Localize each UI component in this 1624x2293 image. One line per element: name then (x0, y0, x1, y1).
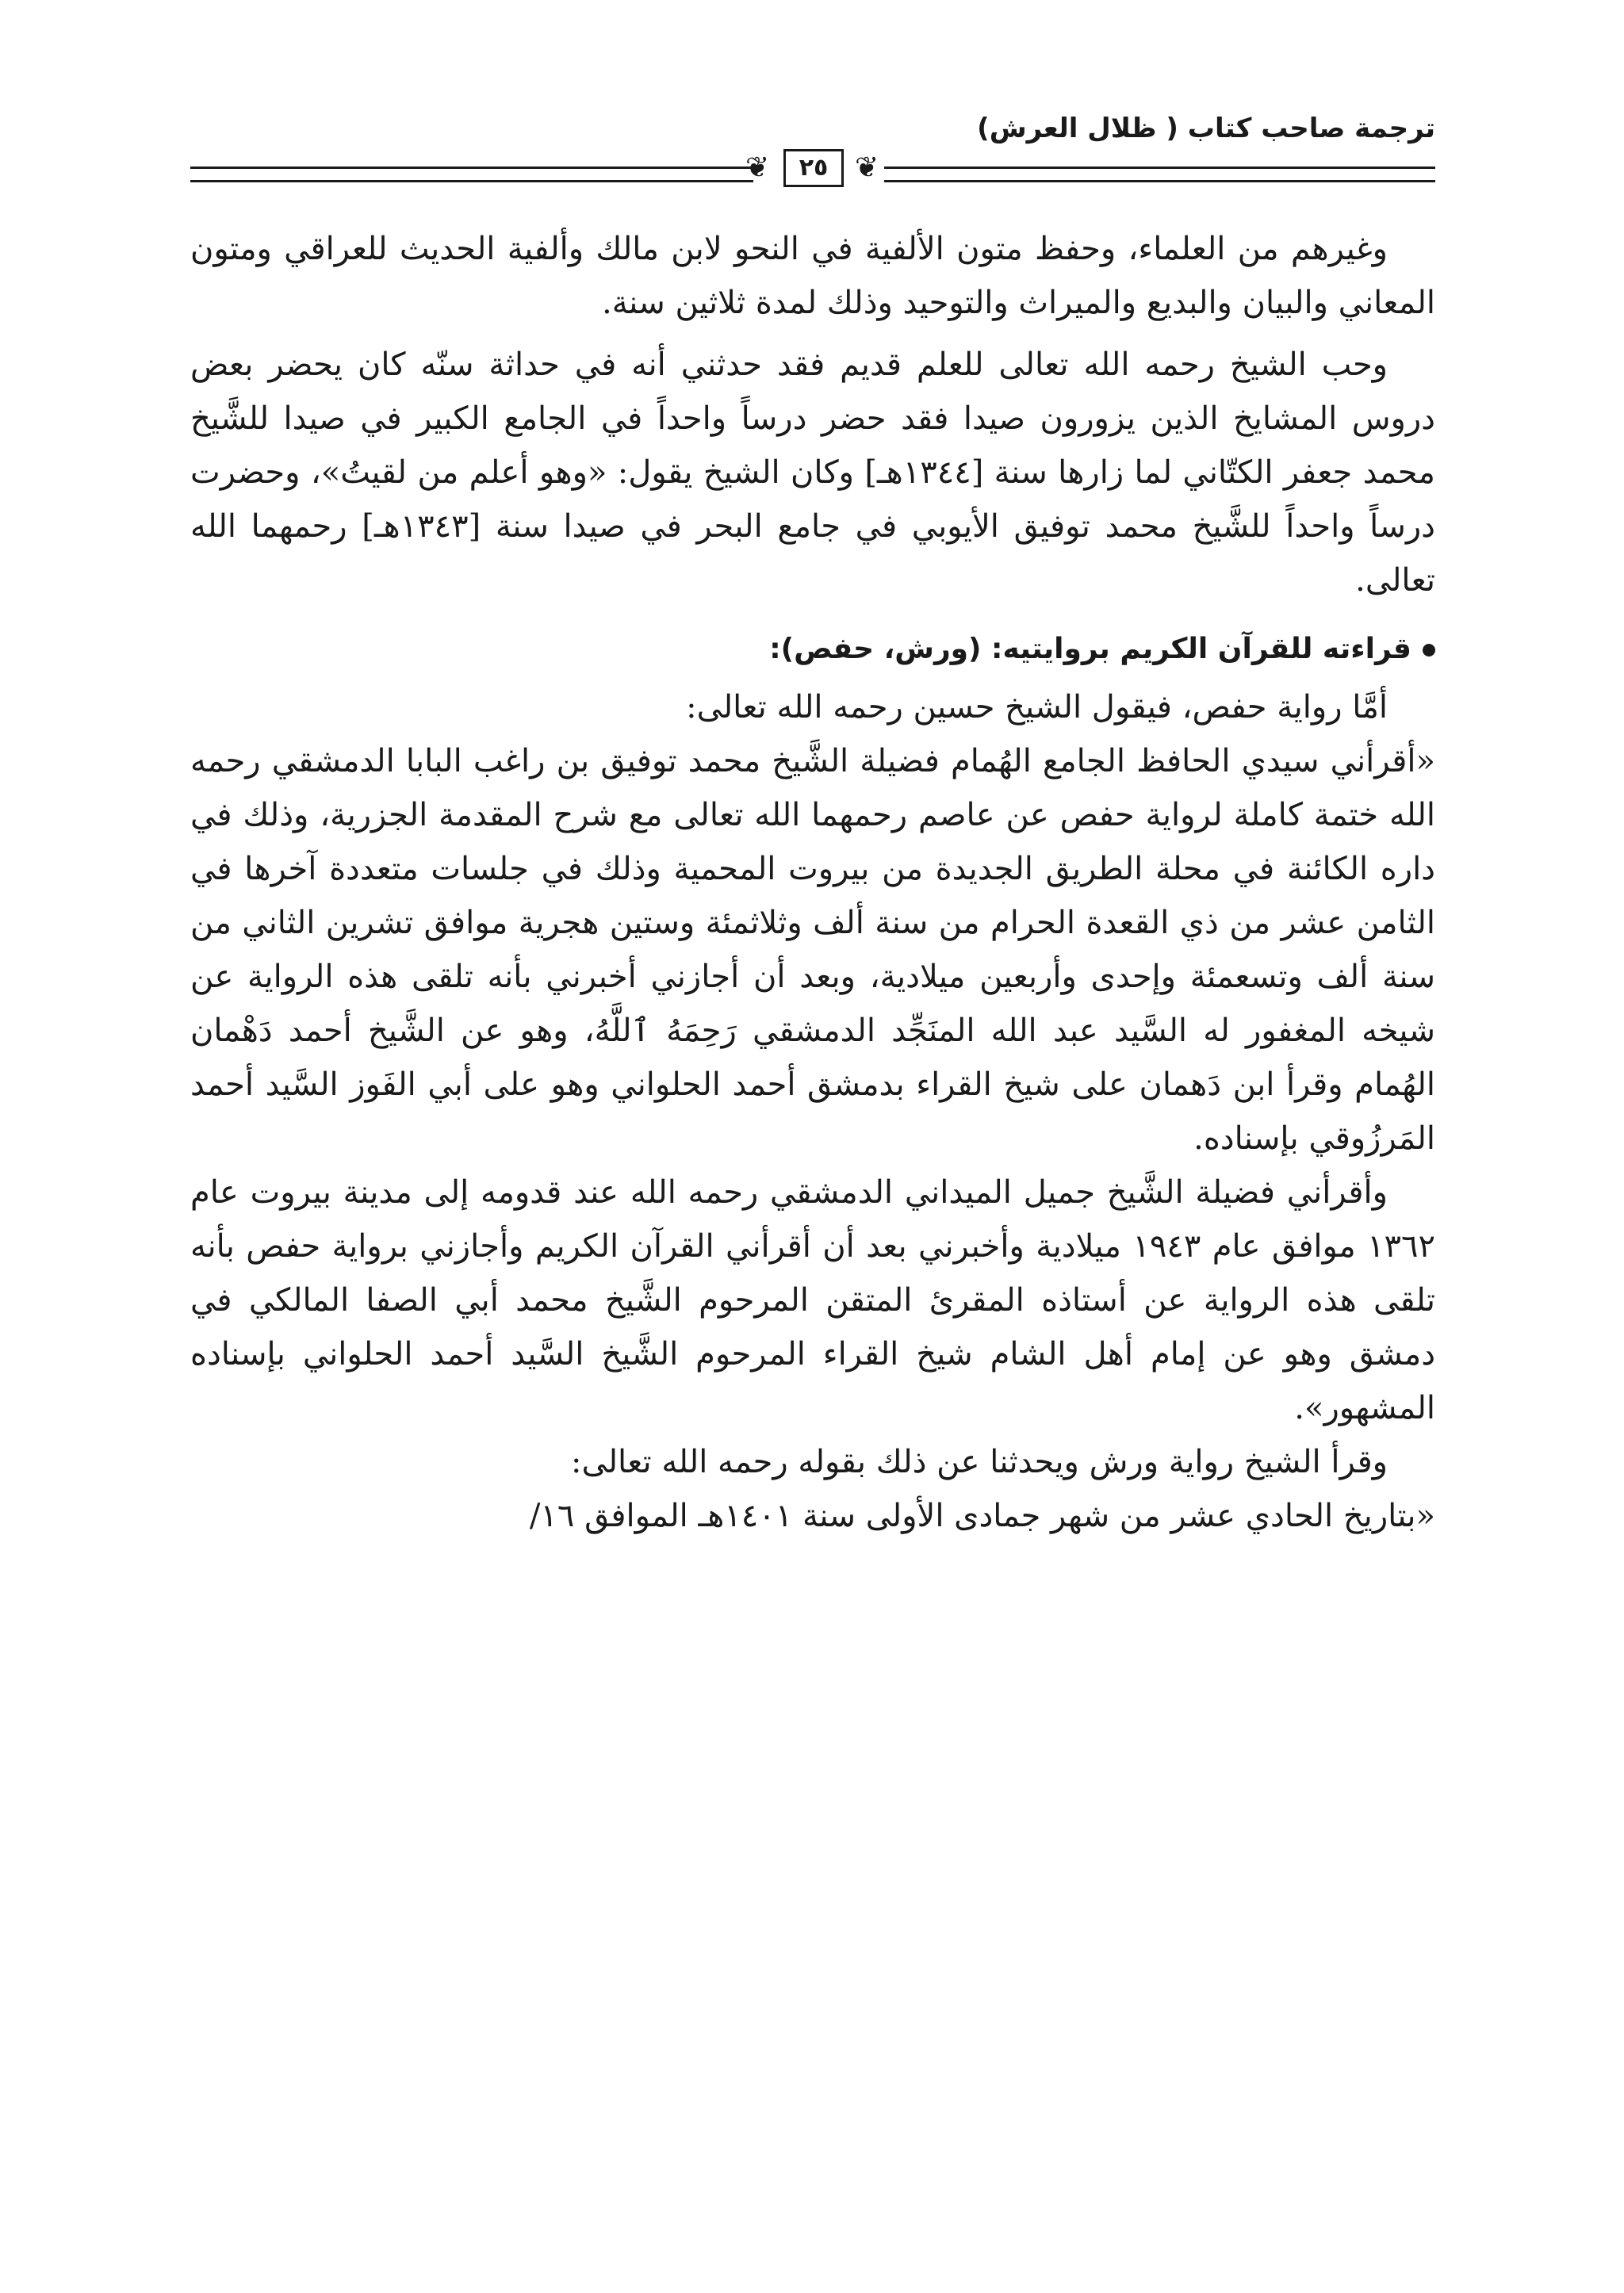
paragraph: وغيرهم من العلماء، وحفظ متون الألفية في النحو لابن مالك وألفية الحديث للعراقي ومتون المعاني والبيان والبديع والميراث والتوحيد وذلك لمدة ثلاثين سنة. (190, 231, 1435, 321)
page-number: ٢٥ (783, 149, 844, 187)
quoted-paragraph: «أقرأني سيدي الحافظ الجامع الهُمام فضيلة الشَّيخ محمد توفيق بن راغب البابا الدمشقي رحمه الله ختمة كاملة لرواية حفص عن عاصم رحمهما الله تعالى مع شرح المقدمة الجزرية، وذلك في داره الكائنة في محلة الطريق الجديدة من بيروت المحمية وذلك في جلسات متعددة آخرها في الثامن عشر من ذي القعدة الحرام من سنة ألف وثلاثمئة وستين هجرية موافق تشرين الثاني من سنة ألف وتسعمئة وإحدى وأربعين ميلادية، وبعد أن أجازني أخبرني بأنه تلقى هذه الرواية عن شيخه المغفور له السَّيد عبد الله المنَجِّد الدمشقي رَحِمَهُ ٱللَّهُ، وهو عن الشَّيخ أحمد دَهْمان الهُمام وقرأ ابن دَهمان على شيخ القراء بدمشق أحمد الحلواني وهو على أبي الفَوز السَّيد أحمد المَرزُوقي بإسناده. (190, 743, 1436, 1157)
page-header (190, 111, 1435, 190)
page-number-frame (777, 147, 850, 189)
paragraph: وأقرأني فضيلة الشَّيخ جميل الميداني الدمشقي رحمه الله عند قدومه إلى مدينة بيروت عام ١٣٦٢ موافق عام ١٩٤٣ ميلادية وأخبرني بعد أن أقرأني القرآن الكريم وأجازني برواية حفص بأنه تلقى هذه الرواية عن أستاذه المقرئ المتقن المرحوم الشَّيخ محمد أبي الصفا المالكي في دمشق وهو عن إمام أهل الشام شيخ القراء المرحوم الشَّيخ السَّيد أحمد الحلواني بإسناده المشهور». (190, 1174, 1436, 1426)
header-rule-right (884, 167, 1435, 182)
header-rule-left (190, 167, 753, 182)
section-heading (190, 625, 1435, 674)
page-body (190, 222, 1435, 1543)
running-title: ترجمة صاحب كتاب ( ظلال العرش) (977, 113, 1435, 144)
section-heading-text: قراءته للقرآن الكريم بروايتيه: (ورش، حفص): (769, 633, 1411, 665)
bullet-icon (1423, 644, 1435, 657)
ornament-icon: ❦ (745, 151, 770, 184)
quoted-paragraph: «بتاريخ الحادي عشر من شهر جمادى الأولى سنة ١٤٠١هـ الموافق ١٦/ (529, 1498, 1435, 1534)
paragraph: وقرأ الشيخ رواية ورش ويحدثنا عن ذلك بقوله رحمه الله تعالى: (571, 1444, 1388, 1480)
book-page (190, 111, 1435, 2212)
paragraph: أمَّا رواية حفص، فيقول الشيخ حسين رحمه الله تعالى: (686, 689, 1388, 725)
paragraph: وحب الشيخ رحمه الله تعالى للعلم قديم فقد حدثني أنه في حداثة سنّه كان يحضر بعض دروس المشايخ الذين يزورون صيدا فقد حضر درساً واحداً في الجامع الكبير في صيدا للشَّيخ محمد جعفر الكتّاني لما زارها سنة [١٣٤٤هـ] وكان الشيخ يقول: «وهو أعلم من لقيتُ»، وحضرت درساً واحداً للشَّيخ محمد توفيق الأيوبي في جامع البحر في صيدا سنة [١٣٤٣هـ] رحمهما الله تعالى. (190, 346, 1435, 599)
ornament-icon: ❦ (855, 151, 879, 184)
